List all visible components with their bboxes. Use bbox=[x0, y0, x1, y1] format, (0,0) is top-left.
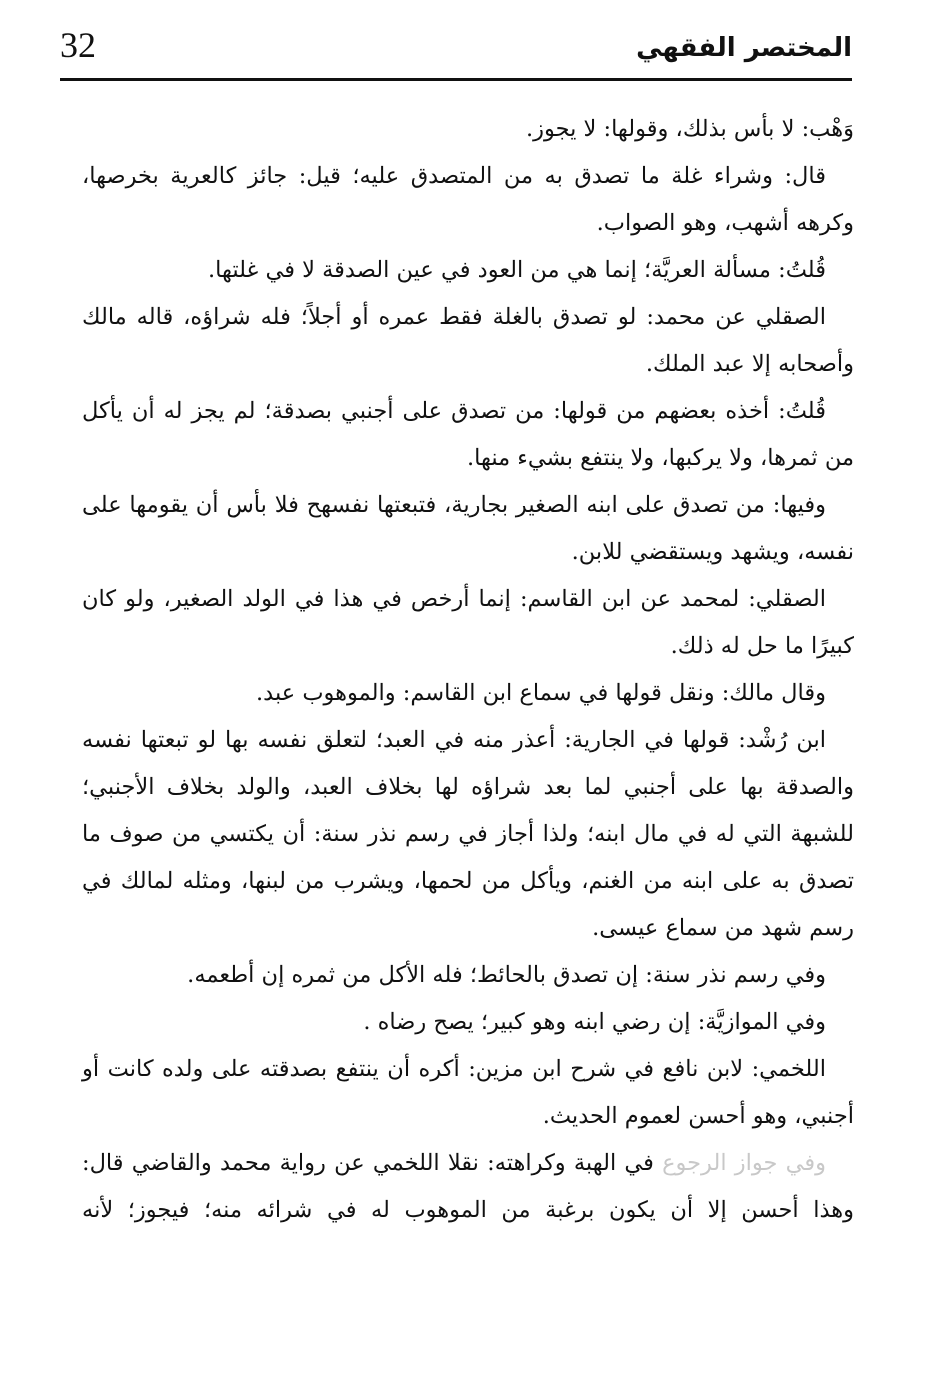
paragraph: الصقلي عن محمد: لو تصدق بالغلة فقط عمره أو أجلاً؛ فله شراؤه، قاله مالك وأصحابه إلا عبد الملك. bbox=[82, 304, 854, 377]
paragraph: وفي الموازيَّة: إن رضي ابنه وهو كبير؛ يصح رضاه . bbox=[363, 1009, 826, 1035]
paragraph: وفيها: من تصدق على ابنه الصغير بجارية، فتبعتها نفسهح فلا بأس أن يقومها على نفسه، ويشهد ويستقضي للابن. bbox=[82, 492, 854, 565]
paragraph: قُلتُ: مسألة العريَّة؛ إنما هي من العود في عين الصدقة لا في غلتها. bbox=[207, 257, 826, 283]
paragraph-text: في الهبة وكراهته: نقلا اللخمي عن رواية محمد والقاضي قال: وهذا أحسن إلا أن يكون برغبة من الموهوب له في شرائه منه؛ فيجوز؛ لأنه bbox=[82, 1150, 854, 1223]
paragraph: اللخمي: لابن نافع في شرح ابن مزين: أكره أن ينتفع بصدقته على ولده كانت أو أجنبي، وهو أحسن لعموم الحديث. bbox=[82, 1056, 854, 1129]
body-text bbox=[82, 106, 854, 1234]
running-title: المختصر الفقهي bbox=[636, 33, 852, 63]
page-number: 32 bbox=[60, 25, 96, 65]
faded-heading-text: وفي جواز الرجوع bbox=[662, 1150, 826, 1176]
page-header bbox=[60, 22, 852, 80]
paragraph bbox=[82, 1140, 854, 1234]
paragraph: ابن رُشْد: قولها في الجارية: أعذر منه في العبد؛ لتعلق نفسه بها لو تبعتها نفسه والصدقة بها على أجنبي لما بعد شراؤه لها بخلاف العبد، والولد بخلاف الأجنبي؛ للشبهة التي له في مال ابنه؛ ولذا أجاز في رسم نذر سنة: أن يكتسي من صوف ما تصدق به على ابنه من الغنم، ويأكل من لحمها، ويشرب من لبنها، ومثله لمالك في رسم شهد من سماع عيسى. bbox=[82, 727, 854, 941]
paragraph: الصقلي: لمحمد عن ابن القاسم: إنما أرخص في هذا في الولد الصغير، ولو كان كبيرًا ما حل له ذلك. bbox=[82, 586, 854, 659]
paragraph: قال: وشراء غلة ما تصدق به من المتصدق عليه؛ قيل: جائز كالعرية بخرصها، وكرهه أشهب، وهو الصواب. bbox=[82, 163, 854, 236]
paragraph: وقال مالك: ونقل قولها في سماع ابن القاسم: والموهوب عبد. bbox=[255, 680, 826, 706]
header-rule bbox=[60, 78, 852, 81]
paragraph: قُلتُ: أخذه بعضهم من قولها: من تصدق على أجنبي بصدقة؛ لم يجز له أن يأكل من ثمرها، ولا يركبها، ولا ينتفع بشيء منها. bbox=[82, 398, 854, 471]
paragraph: وفي رسم نذر سنة: إن تصدق بالحائط؛ فله الأكل من ثمره إن أطعمه. bbox=[187, 962, 826, 988]
paragraph: وَهْب: لا بأس بذلك، وقولها: لا يجوز. bbox=[525, 116, 854, 142]
